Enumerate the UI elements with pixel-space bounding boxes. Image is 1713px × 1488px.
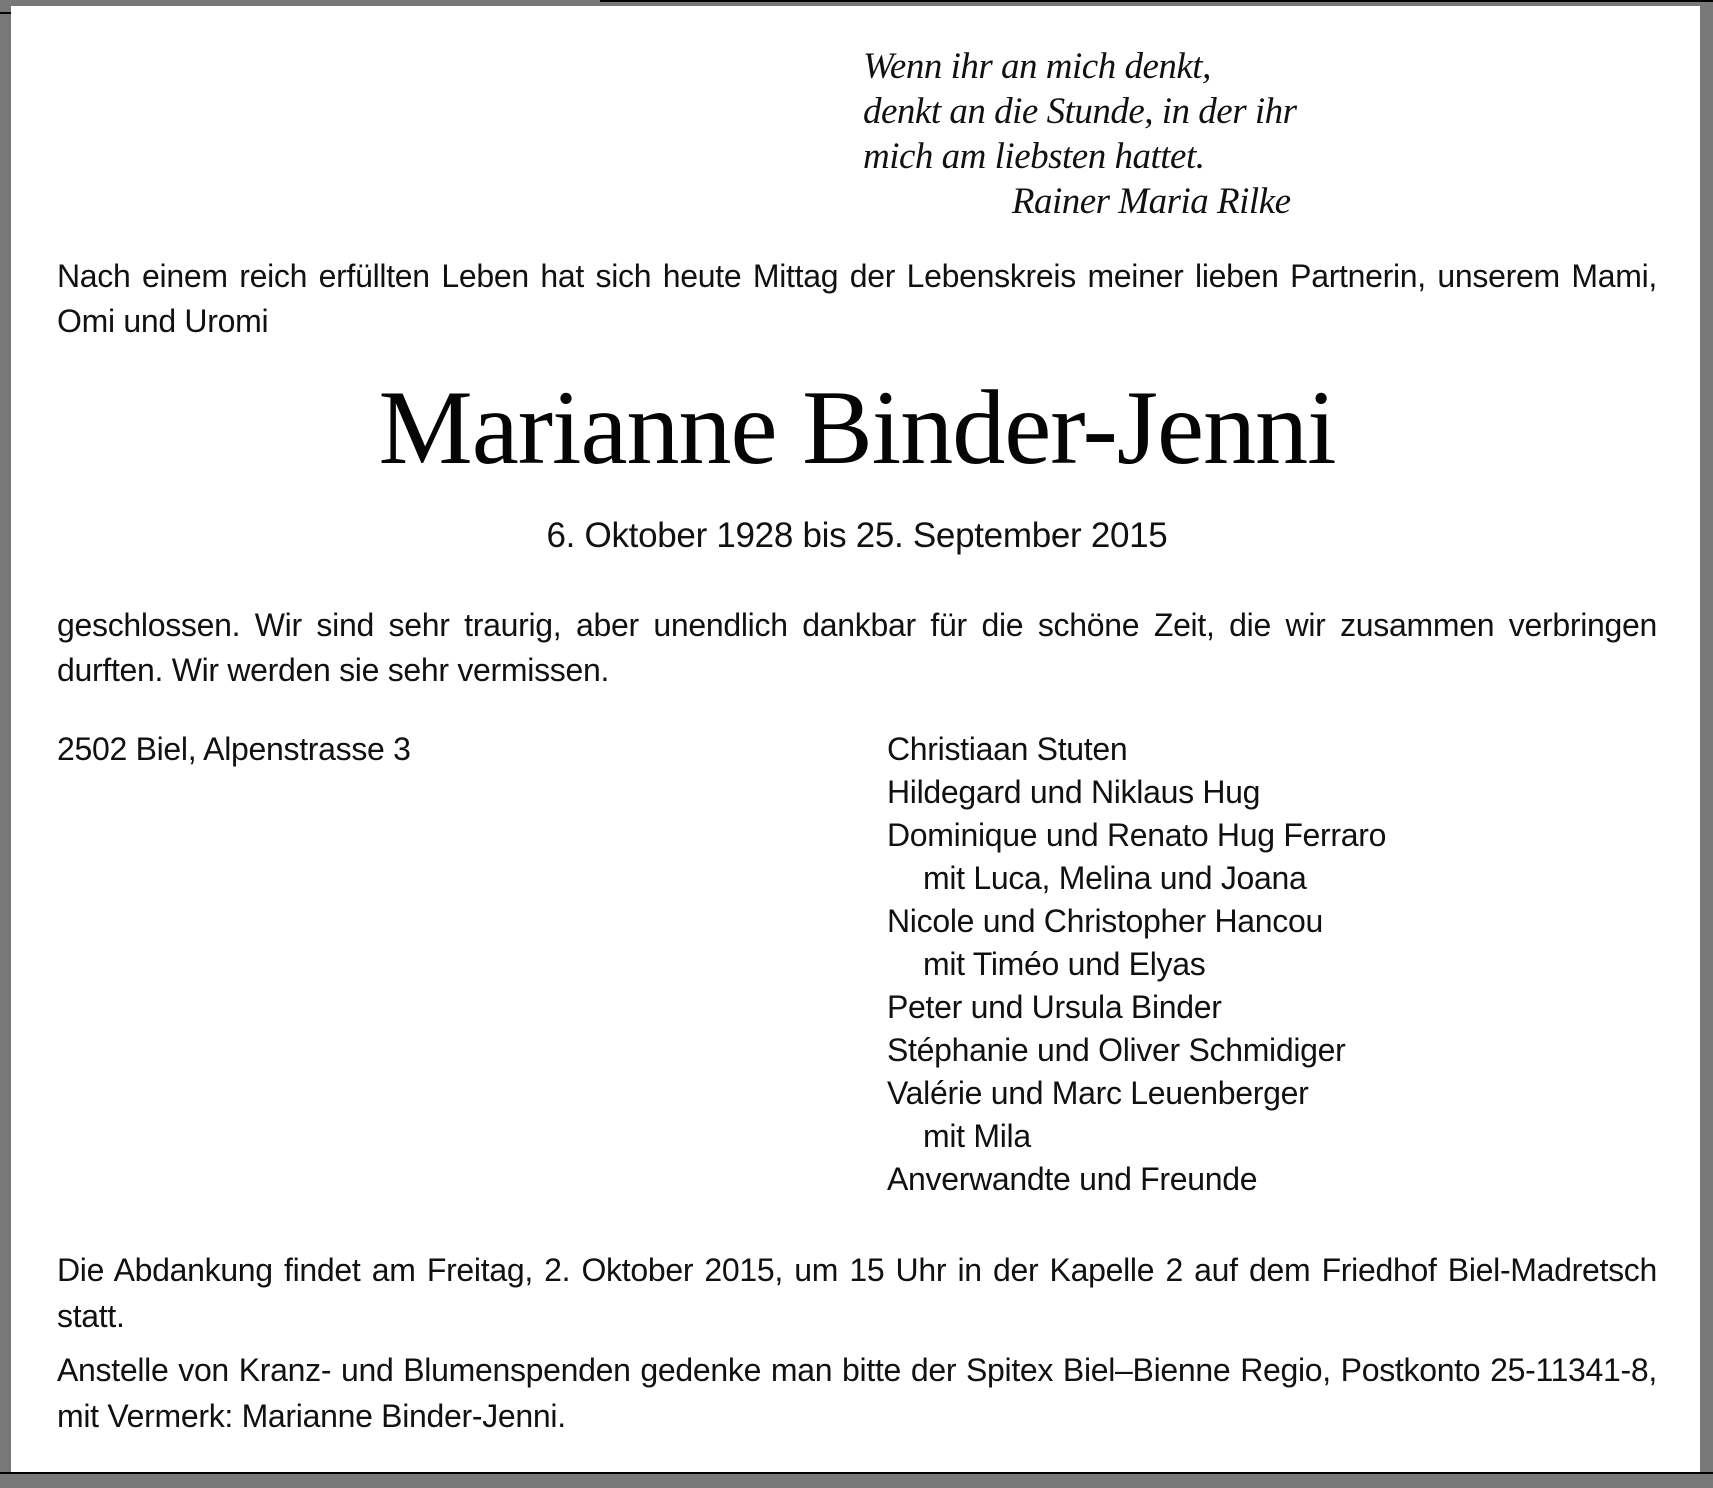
donation-paragraph: Anstelle von Kranz- und Blumenspenden gedenke man bitte der Spitex Biel–Bienne Regio, Postkonto 25-11341-8, mit Vermerk: Marianne Binder-Jenni.	[57, 1352, 1657, 1434]
obituary-page	[11, 6, 1700, 1472]
quote-block	[863, 44, 1297, 224]
intro-paragraph: Nach einem reich erfüllten Leben hat sich heute Mittag der Lebenskreis meiner lieben Partnerin, unserem Mami, Omi und Uromi	[57, 258, 1657, 339]
mourner-line: Peter und Ursula Binder	[887, 989, 1222, 1025]
scan-edge-top	[600, 0, 1713, 2]
mourner-line: Hildegard und Niklaus Hug	[887, 774, 1261, 810]
deceased-name: Marianne Binder-Jenni	[378, 369, 1336, 486]
mourner-line: mit Mila	[923, 1118, 1031, 1154]
closing-paragraph: geschlossen. Wir sind sehr traurig, aber unendlich dankbar für die schöne Zeit, die wir zusammen verbringen durften. Wir werden sie sehr vermissen.	[57, 607, 1657, 688]
mourner-line: Anverwandte und Freunde	[887, 1161, 1258, 1197]
address-and-mourners	[57, 728, 1657, 1201]
quote-line-2: denkt an die Stunde, in der ihr	[863, 91, 1297, 132]
quote-attribution: Rainer Maria Rilke	[1011, 181, 1291, 222]
mourner-line: Dominique und Renato Hug Ferraro	[887, 817, 1387, 853]
scan-edge-left	[0, 12, 11, 14]
mourner-line: Christiaan Stuten	[887, 731, 1128, 767]
service-paragraph: Die Abdankung findet am Freitag, 2. Oktober 2015, um 15 Uhr in der Kapelle 2 auf dem Friedhof Biel-Madretsch statt.	[57, 1252, 1657, 1334]
mourner-line: Nicole und Christopher Hancou	[887, 903, 1323, 939]
address: 2502 Biel, Alpenstrasse 3	[57, 731, 411, 767]
quote-line-1: Wenn ihr an mich denkt,	[863, 46, 1211, 87]
mourner-line: mit Timéo und Elyas	[923, 946, 1206, 982]
life-dates: 6. Oktober 1928 bis 25. September 2015	[546, 516, 1168, 555]
mourner-line: mit Luca, Melina und Joana	[923, 860, 1307, 896]
mourner-line: Valérie und Marc Leuenberger	[887, 1075, 1309, 1111]
mourners-list	[887, 728, 1657, 1201]
quote-line-3: mich am liebsten hattet.	[863, 136, 1205, 177]
mourner-line: Stéphanie und Oliver Schmidiger	[887, 1032, 1346, 1068]
scan-edge-bottom	[0, 1472, 1713, 1474]
